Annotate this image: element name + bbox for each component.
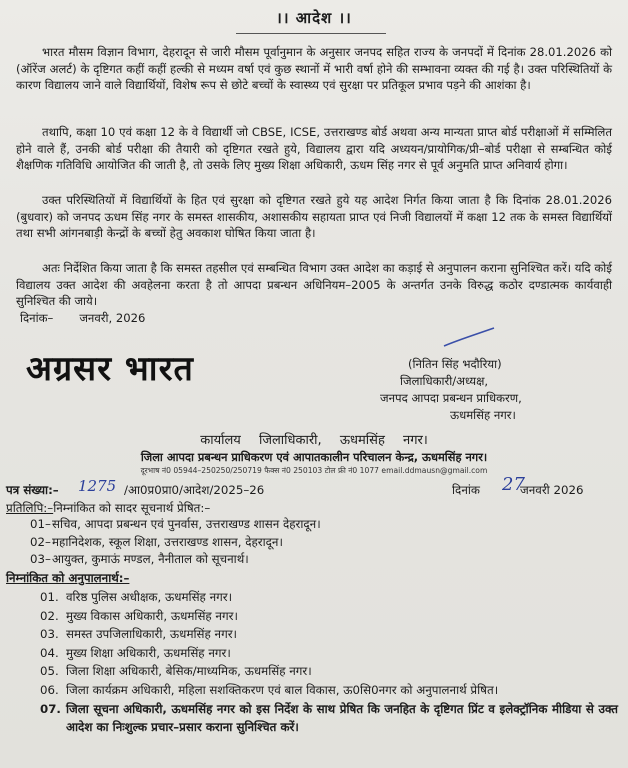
letter-number-handwritten: 1275 [78, 477, 117, 495]
signature-icon [440, 326, 500, 350]
list-item [40, 700, 618, 737]
date-value: जनवरी, 2026 [79, 311, 146, 325]
list-item-number: 01– [30, 517, 51, 531]
compliance-heading: निम्नांकित को अनुपालनार्थ:– [6, 571, 130, 585]
list-item-text: वरिष्ठ पुलिस अधीक्षक, ऊधमसिंह नगर। [66, 590, 233, 604]
list-item-text: सचिव, आपदा प्रबन्धन एवं पुनर्वास, उत्तराखण्ड शासन देहरादून। [52, 517, 321, 531]
list-item [30, 551, 321, 569]
order-date-line [20, 311, 145, 326]
contact-info: दूरभाष नं0 05944–250250/250719 फैक्स नं0 250103 टोल फ्री नं0 1077 email.ddmausn@gmail.com [140, 466, 488, 475]
list-item [40, 588, 618, 607]
list-item [30, 516, 321, 534]
list-item-number: 05. [40, 664, 59, 679]
list-item [40, 625, 618, 644]
signatory-authority: जनपद आपदा प्रबन्धन प्राधिकरण, [380, 391, 522, 405]
list-item-text: मुख्य विकास अधिकारी, ऊधमसिंह नगर। [66, 608, 238, 623]
authority-center-title: जिला आपदा प्रबन्धन प्राधिकरण एवं आपातकालीन परिचालन केन्द्र, ऊधमसिंह नगर। [140, 450, 488, 464]
office-title: कार्यालय जिलाधिकारी, ऊधमसिंह नगर। [200, 433, 428, 448]
list-item-number: 04. [40, 645, 59, 660]
letter-date-label: दिनांक [452, 483, 480, 497]
paragraph-compliance-directive: अतः निर्देशित किया जाता है कि समस्त तहसील एवं सम्बन्धित विभाग उक्त आदेश का कड़ाई से अनुपालन कराना सुनिश्चित करें। यदि कोई विद्यालय उक्त आदेश की अवहेलना करता है तो आपदा प्रबन्धन अधिनियम–2005 के अन्तर्गत उनके विरुद्ध कठोर दण्डात्मक कार्यवाही सुनिश्चित की जाये। [16, 261, 612, 309]
list-item-number: 03. [40, 627, 59, 642]
list-item-text: मुख्य शिक्षा अधिकारी, ऊधमसिंह नगर। [66, 645, 231, 660]
list-item-number: 03– [30, 552, 51, 567]
list-item [30, 534, 321, 552]
list-item [40, 681, 618, 700]
copy-heading-text: निम्नांकित को सादर सूचनार्थ प्रेषित:– [53, 501, 211, 515]
copy-heading [6, 500, 210, 516]
list-item-text: समस्त उपजिलाधिकारी, ऊधमसिंह नगर। [66, 627, 238, 642]
list-item-text: जिला सूचना अधिकारी, ऊधमसिंह नगर को इस निर्देश के साथ प्रेषित कि जनहित के दृष्टिगत प्रिंट व इलेक्ट्रॉनिक मीडिया से उक्त आदेश का निःशुल्क प्रचार–प्रसार कराना सुनिश्चित करें। [66, 701, 618, 735]
paragraph-weather-forecast: भारत मौसम विज्ञान विभाग, देहरादून से जारी मौसम पूर्वानुमान के अनुसार जनपद सहित राज्य के जनपदों में दिनांक 28.01.2026 को (ऑरेंज अलर्ट) के दृष्टिगत कहीं कहीं हल्की से मध्यम वर्षा एवं कुछ स्थानों में भारी वर्षा होने की सम्भावना व्यक्त की गई है। उक्त परिस्थितियों के कारण विद्यालय जाने वाले विद्यार्थियों, विशेष रूप से छोटे बच्चों के स्वास्थ्य एवं सुरक्षा पर प्रतिकूल प्रभाव पड़ने की आशंका है। [16, 45, 612, 93]
list-item [40, 644, 618, 663]
compliance-recipient-list [40, 588, 618, 737]
copy-recipient-list [30, 516, 321, 569]
letter-reference-line [6, 474, 616, 499]
order-heading: ।। आदेश ।। [276, 9, 352, 27]
list-item-number: 02– [30, 534, 51, 549]
heading-underline [236, 33, 386, 34]
signatory-name: (नितिन सिंह भदौरिया) [408, 357, 502, 371]
list-item-text: महानिदेशक, स्कूल शिक्षा, उत्तराखण्ड शासन, देहरादून। [52, 534, 283, 549]
paragraph-holiday-order: उक्त परिस्थितियों में विद्यार्थियों के हित एवं सुरक्षा को दृष्टिगत रखते हुये यह आदेश निर्गत किया जाता है कि दिनांक 28.01.2026 (बुधवार) को जनपद ऊधम सिंह नगर के समस्त शासकीय, अशासकीय सहायता प्राप्त एवं निजी विद्यालयों में कक्षा 12 तक के समस्त विद्यार्थियों तथा सभी आंगनबाड़ी केन्द्रों के बच्चों हेतु अवकाश घोषित किया जाता है। [16, 193, 612, 241]
watermark-text: अग्रसर भारत [26, 349, 194, 389]
letter-date-handwritten: 27 [502, 474, 525, 495]
list-item-number: 01. [40, 590, 59, 604]
list-item [40, 607, 618, 626]
signature-block [378, 356, 608, 424]
letter-reference: /आ0प्र0प्रा0/आदेश/2025–26 [124, 483, 265, 497]
copy-prefix: प्रतिलिपि:– [6, 501, 54, 515]
signatory-title: जिलाधिकारी/अध्यक्ष, [400, 374, 489, 388]
list-item-number: 07. [40, 701, 61, 716]
date-label: दिनांक– [20, 311, 54, 325]
list-item [40, 662, 618, 681]
list-item-text: जिला शिक्षा अधिकारी, बेसिक/माध्यमिक, ऊधमसिंह नगर। [66, 664, 312, 679]
list-item-number: 02. [40, 608, 59, 623]
letter-number-label: पत्र संख्या:– [6, 483, 59, 497]
paragraph-board-exam-exception: तथापि, कक्षा 10 एवं कक्षा 12 के वे विद्यार्थी जो CBSE, ICSE, उत्तराखण्ड बोर्ड अथवा अन्य मान्यता प्राप्त बोर्ड परीक्षाओं में सम्मिलित होने वाले हैं, उनकी बोर्ड परीक्षा की तैयारी को दृष्टिगत रखते हुये, विद्यालय द्वारा यदि अध्ययन/प्रायोगिक/प्री–बोर्ड परीक्षा से सम्बन्धित कोई शैक्षणिक गतिविधि आयोजित की जाती है, तो उसके लिए मुख्य शिक्षा अधिकारी, ऊधम सिंह नगर से पूर्व अनुमति प्राप्त अनिवार्य होगा। [16, 125, 612, 173]
list-item-text: आयुक्त, कुमाऊं मण्डल, नैनीताल को सूचनार्थ। [52, 552, 249, 567]
signatory-place: ऊधमसिंह नगर। [450, 408, 516, 422]
list-item-number: 06. [40, 682, 59, 697]
list-item-text: जिला कार्यक्रम अधिकारी, महिला सशक्तिकरण एवं बाल विकास, ऊ0सि0नगर को अनुपालनार्थ प्रेषित। [66, 682, 499, 697]
letter-date-rest: जनवरी 2026 [520, 483, 584, 497]
